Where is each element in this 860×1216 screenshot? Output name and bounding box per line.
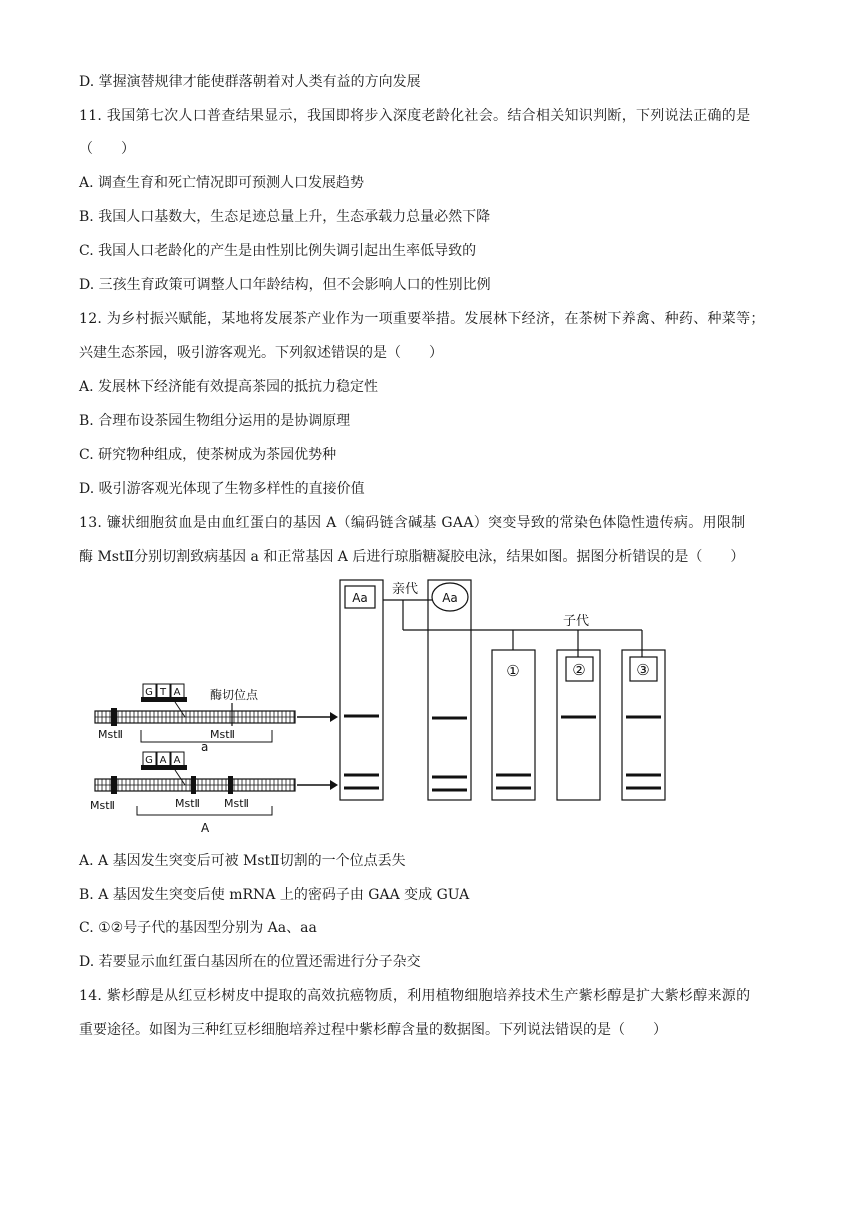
q11-stem-line1: 11. 我国第七次人口普查结果显示，我国即将步入深度老龄化社会。结合相关知识判断，下列说法正确的是 <box>79 108 751 124</box>
offspring-label: 子代 <box>563 614 590 629</box>
enzyme-label-a1: MstⅡ <box>98 728 123 741</box>
q11-option-c: C. 我国人口老龄化的产生是由性别比例失调引起出生率低导致的 <box>79 243 477 259</box>
enzyme-label-A1: MstⅡ <box>90 799 115 812</box>
cut-site-label: 酶切位点 <box>210 688 259 702</box>
lane-label-1: Aa <box>352 591 368 605</box>
codon-A-2: A <box>159 755 167 766</box>
codon-a-3: A <box>173 687 181 698</box>
dna-strand-a <box>95 684 295 754</box>
q11-option-d: D. 三孩生育政策可调整人口年龄结构，但不会影响人口的性别比例 <box>79 277 491 293</box>
q14-stem-line1: 14. 紫杉醇是从红豆杉树皮中提取的高效抗癌物质，利用植物细胞培养技术生产紫杉醇是扩大紫杉醇来源的 <box>79 988 751 1004</box>
gene-a-label: a <box>201 740 209 754</box>
parent-label: 亲代 <box>392 582 419 597</box>
enzyme-label-A3: MstⅡ <box>224 797 249 810</box>
codon-a-2: T <box>159 687 167 698</box>
q13-stem-line1: 13. 镰状细胞贫血是由血红蛋白的基因 A（编码链含碱基 GAA）突变导致的常染色体隐性遗传病。用限制 <box>79 515 746 531</box>
q13-option-b: B. A 基因发生突变后使 mRNA 上的密码子由 GAA 变成 GUA <box>79 887 470 903</box>
lane-label-3: ① <box>506 662 520 680</box>
lane-label-2: Aa <box>442 591 458 605</box>
lane-parent-2 <box>428 580 471 800</box>
q11-stem-line2: （ ） <box>79 141 135 157</box>
q11-option-b: B. 我国人口基数大，生态足迹总量上升，生态承载力总量必然下降 <box>79 209 491 225</box>
lane-label-4: ② <box>572 661 586 679</box>
q12-option-b: B. 合理布设茶园生物组分运用的是协调原理 <box>79 413 351 429</box>
codon-A-1: G <box>145 755 153 766</box>
enzyme-label-A2: MstⅡ <box>175 797 200 810</box>
q13-option-a: A. A 基因发生突变后可被 MstⅡ切割的一个位点丢失 <box>79 853 406 869</box>
codon-a-1: G <box>145 687 153 698</box>
enzyme-label-a2: MstⅡ <box>210 728 235 741</box>
q13-option-d: D. 若要显示血红蛋白基因所在的位置还需进行分子杂交 <box>79 954 421 970</box>
q12-option-d: D. 吸引游客观光体现了生物多样性的直接价值 <box>79 481 365 497</box>
q12-option-a: A. 发展林下经济能有效提高茶园的抵抗力稳定性 <box>79 379 379 395</box>
gene-A-label: A <box>201 821 210 835</box>
q12-option-c: C. 研究物种组成，使茶树成为茶园优势种 <box>79 447 337 463</box>
lane-label-5: ③ <box>636 661 650 679</box>
q11-option-a: A. 调查生育和死亡情况即可预测人口发展趋势 <box>79 175 365 191</box>
q12-stem-line2: 兴建生态茶园，吸引游客观光。下列叙述错误的是（ ） <box>79 345 443 361</box>
q10-option-d: D. 掌握演替规律才能使群落朝着对人类有益的方向发展 <box>79 74 421 90</box>
q13-stem-line2: 酶 MstⅡ分别切割致病基因 a 和正常基因 A 后进行琼脂糖凝胶电泳，结果如图。据图分析错误的是（ ） <box>79 549 745 565</box>
dna-strand-A <box>90 752 295 835</box>
q13-option-c: C. ①②号子代的基因型分别为 Aa、aa <box>79 920 317 936</box>
q12-stem-line1: 12. 为乡村振兴赋能，某地将发展茶产业作为一项重要举措。发展林下经济，在茶树下养禽、种药、种菜等； <box>79 311 765 327</box>
q14-stem-line2: 重要途径。如图为三种红豆杉细胞培养过程中紫杉醇含量的数据图。下列说法错误的是（ ） <box>79 1022 667 1038</box>
codon-A-3: A <box>173 755 181 766</box>
lane-parent-1 <box>340 580 383 800</box>
